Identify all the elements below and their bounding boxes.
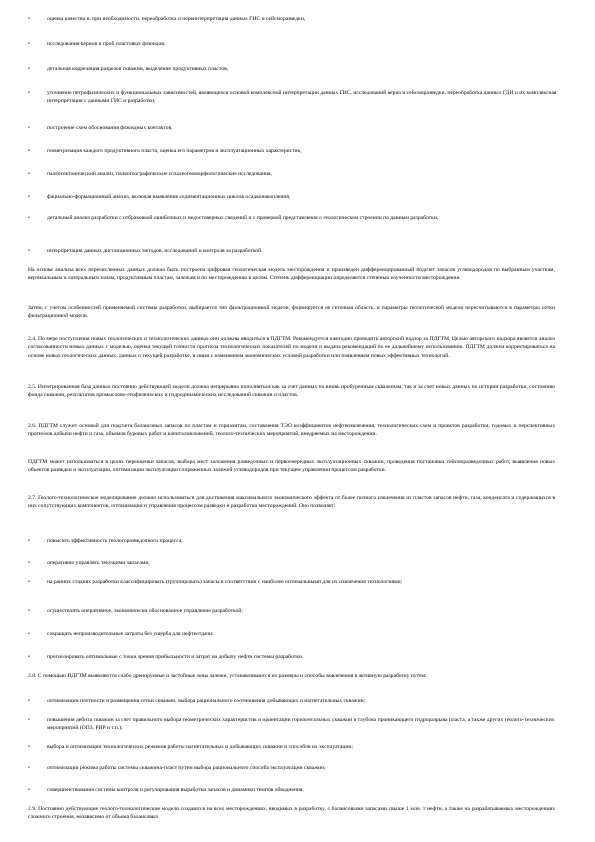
- bullet-marker: •: [28, 765, 30, 771]
- list-item-text: оценка качества и, при необходимости, переобработка и переинтерпретация данных ГИС и сейсморазведки,: [47, 16, 306, 22]
- list-item: [28, 193, 568, 202]
- list-item: [28, 170, 568, 179]
- list-item-text: геометризация каждого продуктивного пласта, оценка его параметров и эксплуатационных характеристик,: [47, 148, 302, 154]
- list-item-text: выбора и оптимизации технологических режимов работы нагнетательных и добывающих скважин и способов их эксплуатации;: [47, 744, 353, 750]
- list-item-text: оптимизации плотности и размещения сетки скважин, выбора рационального соотношения добывающих и нагнетательных скважин;: [47, 698, 366, 704]
- bullet-marker: •: [28, 125, 30, 131]
- list-item-text: детальный анализ разработки с отбраковкой ошибочных и недостоверных сведений и с проверкой представления о геологическом строении по данным разработки,: [47, 215, 439, 221]
- bullet-marker: •: [28, 16, 30, 22]
- paragraph: 2.5. Интегрированная база данных постоянно действующей модели должна непрерывно пополняться как за счет данных по вновь пробуренным скважинам, так и за счет новых данных по истории разработки, состоянию фонда скважин, результатов промыслово-геофизических и гидродинамических исследований скважин и пластов.: [28, 384, 555, 399]
- bullet-marker: •: [28, 654, 30, 660]
- bullet-marker: •: [28, 579, 30, 585]
- list-item-text: прогнозировать оптимальные с точки зрения прибыльности и затрат на добычу нефти системы разработки.: [47, 654, 304, 660]
- paragraph: 2.7. Геолого-технологическое моделирование должно использоваться для достижения максимального экономического эффекта от более полного извлечения из пластов запасов нефти, газа, конденсата и содержащихся в них сопутствующих компонентов, оптимизации и управления процессом разведки и разработки месторождений. Оно позволяет:: [28, 495, 555, 510]
- bullet-marker: •: [28, 194, 30, 200]
- bullet-marker: •: [28, 538, 30, 544]
- list-item: [28, 65, 568, 74]
- list-item: [28, 578, 568, 596]
- list-item: [28, 247, 568, 256]
- list-item-text: детальная корреляция разрезов скважин, выделение продуктивных пластов,: [47, 66, 229, 72]
- list-item-text: уточнение петрофизических и функциональных зависимостей, являющихся основой комплексной интерпретации данных ГИС, исследований керна и сейсморазведки, переобработка данных ГДИ и их комплексная интерпретация с данными ГИС и разработки,: [47, 90, 557, 105]
- paragraph: На основе анализа всех перечисленных данных должна быть построена цифровая геологическая модель месторождения и произведен дифференцированный подсчет запасов углеводородов по выбранным участкам, вертикальным и латеральным зонам, продуктивным пластам, залежам и по месторождению в целом. Степень дифференциации определяется степенью изученности месторождения.: [28, 267, 555, 282]
- bullet-marker: •: [28, 787, 30, 793]
- bullet-marker: •: [28, 215, 30, 221]
- list-item: [28, 15, 568, 24]
- paragraph: ПДГТМ может использоваться в целях переоценки запасов, выбора мест заложения разведочных и первоочередных эксплуатационных скважин, проведения постановки сейсморазведочных работ, выявления новых объектов разведки и эксплуатации, оптимизации эксплуатации сопряженных залежей углеводородов при текущем управлении процессом разработки.: [28, 459, 555, 474]
- list-item-text: на ранних стадиях разработки классифицировать (группировать) запасы в соответствии с наиболее оптимальными для их извлечения технологиями;: [47, 579, 403, 585]
- list-item: [28, 537, 568, 546]
- list-item-text: фациально-формационный анализ, включая выявление седиментационных циклов осадконакопления,: [47, 194, 291, 200]
- bullet-marker: •: [28, 248, 30, 254]
- list-item: [28, 40, 568, 49]
- paragraph: 2.6. ПДГТМ служит основой для подсчета балансовых запасов по пластам и горизонтам, составления ТЭО коэффициентов нефтеизвлечения, технологических схем и проектов разработки, годовых и перспективных прогнозов добычи нефти и газа, объемов буровых работ и капиталовложений, геолого-технических мероприятий, внедряемых на месторождении.: [28, 423, 555, 438]
- list-item: [28, 764, 568, 773]
- list-item: [28, 743, 568, 752]
- list-item-text: интерпретация данных дистанционных методов, исследований и контроля за разработкой.: [47, 248, 263, 254]
- list-item: [28, 653, 568, 662]
- list-item: [28, 697, 568, 706]
- paragraph: 2.8. С помощью ПДГТМ выявляются слабо дренируемые и застойные зоны залежи, устанавливаются их размеры и способы вовлечения в активную разработку путем:: [28, 673, 427, 679]
- paragraph: 2.9. Постоянно действующие геолого-технологические модели создаются на всех месторождениях, вводимых в разработку, с балансовыми запасами свыше 1 млн. т нефти, а также на разрабатываемых месторождениях сложного строения, независимо от объема балансовых: [28, 806, 555, 821]
- paragraph: Затем, с учетом особенностей применяемой системы разработки, выбирается тип фильтрационной модели, формируется ее сеточная область, и параметры геологической модели пересчитываются в параметры сетки фильтрационной модели.: [28, 305, 555, 320]
- bullet-marker: •: [28, 631, 30, 637]
- list-item-text: исследования кернов и проб пластовых флюидов,: [47, 41, 166, 47]
- bullet-marker: •: [28, 171, 30, 177]
- list-item: [28, 607, 568, 616]
- list-item: [28, 89, 568, 107]
- list-item: [28, 716, 568, 734]
- bullet-marker: •: [28, 41, 30, 47]
- list-item-text: палеотектонический анализ, палеогеографические и палеогеоморфологические исследования,: [47, 171, 272, 177]
- bullet-marker: •: [28, 608, 30, 614]
- list-item: [28, 147, 568, 156]
- list-item-text: построение схем обоснования флюидных контактов,: [47, 125, 173, 131]
- bullet-marker: •: [28, 560, 30, 566]
- list-item-text: оперативно управлять текущими запасами,: [47, 560, 150, 566]
- paragraph: 2.4. По мере поступления новых геологических и технологических данных они должны вводиться в ПДГТМ. Рекомендуется ежегодно проводить авторский надзор за ПДГТМ. Целью авторского надзора является анализ согласованности новых данных с моделью, оценка текущей точности прогноза технологических показателей по модели и выдача рекомендаций по ее дальнейшему использованию. ПДГТМ должна корректироваться на основе новых геологических данных, данных о текущей разработке, в связи с изменением экономических условий разработки или появлением новых эффективных технологий.: [28, 336, 555, 359]
- list-item-text: сокращать непроизводительные затраты без ущерба для нефтеотдачи;: [47, 631, 214, 637]
- bullet-marker: •: [28, 744, 30, 750]
- list-item: [28, 786, 568, 795]
- bullet-marker: •: [28, 148, 30, 154]
- list-item-text: осуществлять оперативное, экономически обоснованное управление разработкой;: [47, 608, 243, 614]
- list-item: [28, 214, 568, 232]
- list-item: [28, 124, 568, 133]
- list-item-text: повысить эффективность геологоразведочного процесса,: [47, 538, 183, 544]
- list-item-text: оптимизации режима работы системы скважина-пласт путем выбора рационального способа эксплуатации скважин;: [47, 765, 326, 771]
- bullet-marker: •: [28, 90, 30, 96]
- list-item-text: совершенствования системы контроля и регулирования выработки запасов и динамики темпов обводнения.: [47, 787, 304, 793]
- list-item-text: повышения дебита скважин за счет правильного выбора геометрических характеристик и ориентации горизонтальных скважин и глубоко проникающего гидроразрыва пласта, а также других геолого-технических мероприятий (ОПЗ, РИР и т.п.);: [47, 717, 555, 732]
- bullet-marker: •: [28, 698, 30, 704]
- bullet-marker: •: [28, 717, 30, 723]
- list-item: [28, 630, 568, 639]
- bullet-marker: •: [28, 66, 30, 72]
- list-item: [28, 559, 568, 568]
